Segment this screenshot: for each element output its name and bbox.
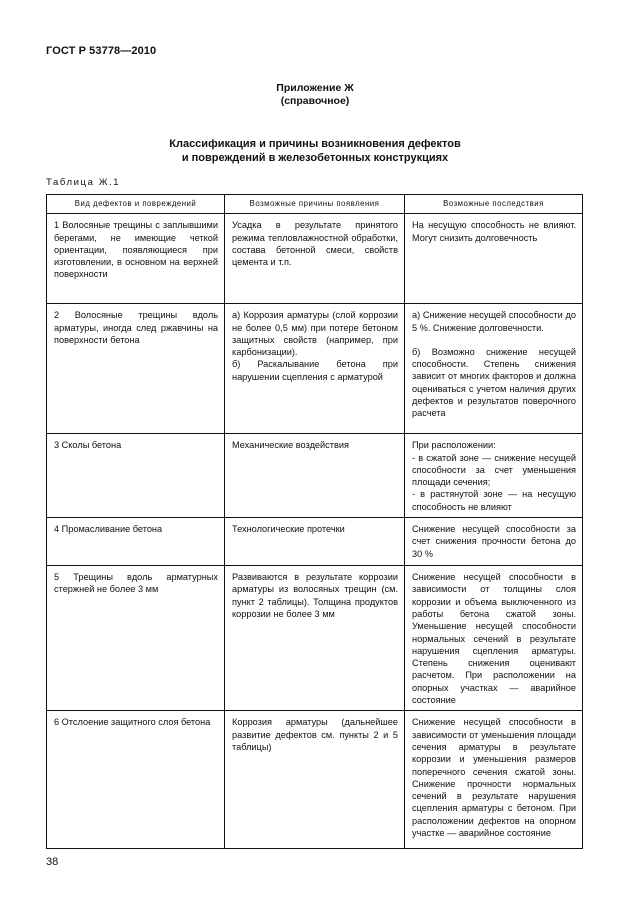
consequence-text: а) Снижение несущей способности до 5 %. Снижение долговечности. (412, 310, 576, 333)
column-header-defect: Вид дефектов и повреждений (47, 195, 225, 214)
cause-text: б) Раскалывание бетона при нарушении сцепления с арматурой (232, 359, 398, 382)
consequences-cell (405, 304, 583, 434)
causes-cell (225, 304, 405, 434)
appendix-title: Приложение Ж (276, 82, 354, 94)
page-title (0, 137, 630, 165)
appendix-heading (0, 82, 630, 108)
table-row (47, 214, 583, 304)
defect-cell: 3 Сколы бетона (47, 434, 225, 518)
cause-text: Механические воздействия (232, 440, 349, 451)
defect-cell: 2 Волосяные трещины вдоль арматуры, иногда след ржавчины на поверхности бетона (47, 304, 225, 434)
cause-text: Развиваются в результате коррозии арматуры из волосяных трещин (см. пункт 2 таблицы). Толщина продуктов коррозии не более 3 мм (232, 572, 398, 619)
defects-table (46, 194, 583, 849)
document-code: ГОСТ Р 53778—2010 (46, 45, 157, 57)
causes-cell (225, 711, 405, 849)
consequences-cell (405, 434, 583, 518)
consequences-cell (405, 518, 583, 566)
consequences-cell (405, 711, 583, 849)
cause-text: а) Коррозия арматуры (слой коррозии не более 0,5 мм) при потере бетоном защитных свойств (например, при карбонизации). (232, 310, 398, 358)
table-row (47, 304, 583, 434)
causes-cell (225, 566, 405, 711)
consequences-cell (405, 566, 583, 711)
causes-cell (225, 214, 405, 304)
cause-text: Усадка в результате принятого режима тепловлажностной обработки, состава бетонной смеси, свойств цемента и т.п. (232, 220, 398, 268)
defect-cell: 5 Трещины вдоль арматурных стержней не более 3 мм (47, 566, 225, 711)
consequence-text: - в растянутой зоне — на несущую способность не влияют (412, 489, 576, 512)
table-row (47, 566, 583, 711)
table-row (47, 711, 583, 849)
table-row (47, 434, 583, 518)
defect-cell: 1 Волосяные трещины с заплывшими берегами, не имеющие четкой ориентации, появляющиеся при изготовлении, в основном на верхней поверхности (47, 214, 225, 304)
causes-cell (225, 518, 405, 566)
cause-text: Технологические протечки (232, 524, 345, 535)
consequence-text: При расположении: (412, 440, 496, 451)
table-label: Таблица Ж.1 (46, 177, 121, 188)
title-line-2: и повреждений в железобетонных конструкциях (181, 152, 449, 164)
table-row (47, 518, 583, 566)
consequence-text: б) Возможно снижение несущей способности. Степень снижения зависит от многих факторов и должна оцениваться с учетом наличия других дефектов и результатов поверочного расчета (412, 346, 576, 419)
table-header-row (47, 195, 583, 214)
consequence-text: На несущую способность не влияют. Могут снизить долговечность (412, 220, 576, 243)
cause-text: Коррозия арматуры (дальнейшее развитие дефектов см. пункты 2 и 5 таблицы) (232, 717, 398, 752)
page-number: 38 (46, 856, 59, 868)
consequence-text: - в сжатой зоне — снижение несущей способности за счет уменьшения площади сечения; (412, 452, 576, 488)
consequence-text: Снижение несущей способности в зависимости от толщины слоя коррозии и объема выключенного из работы бетона сжатой зоны. Уменьшение несущей способности нормальных сечений в результате нарушения сцепления арматуры. Степень снижения оценивают расчетом. При расположении на опорных участках — аварийное состояние (412, 572, 576, 706)
consequence-text: Снижение несущей способности в зависимости от уменьшения площади сечения арматуры в результате коррозии и уменьшения размеров поперечного сечения сжатой зоны. Снижение прочности нормальных сечений в результате нарушения сцепления арматуры с бетоном. При расположении дефектов на опорном участке — аварийное состояние (412, 717, 576, 839)
appendix-subtitle: (справочное) (280, 95, 350, 107)
defect-cell: 4 Промасливание бетона (47, 518, 225, 566)
defect-cell: 6 Отслоение защитного слоя бетона (47, 711, 225, 849)
column-header-causes: Возможные причины появления (225, 195, 405, 214)
column-header-consequences: Возможные последствия (405, 195, 583, 214)
title-line-1: Классификация и причины возникновения дефектов (169, 138, 461, 150)
consequence-text: Снижение несущей способности за счет снижения прочности бетона до 30 % (412, 524, 576, 559)
consequences-cell (405, 214, 583, 304)
causes-cell (225, 434, 405, 518)
